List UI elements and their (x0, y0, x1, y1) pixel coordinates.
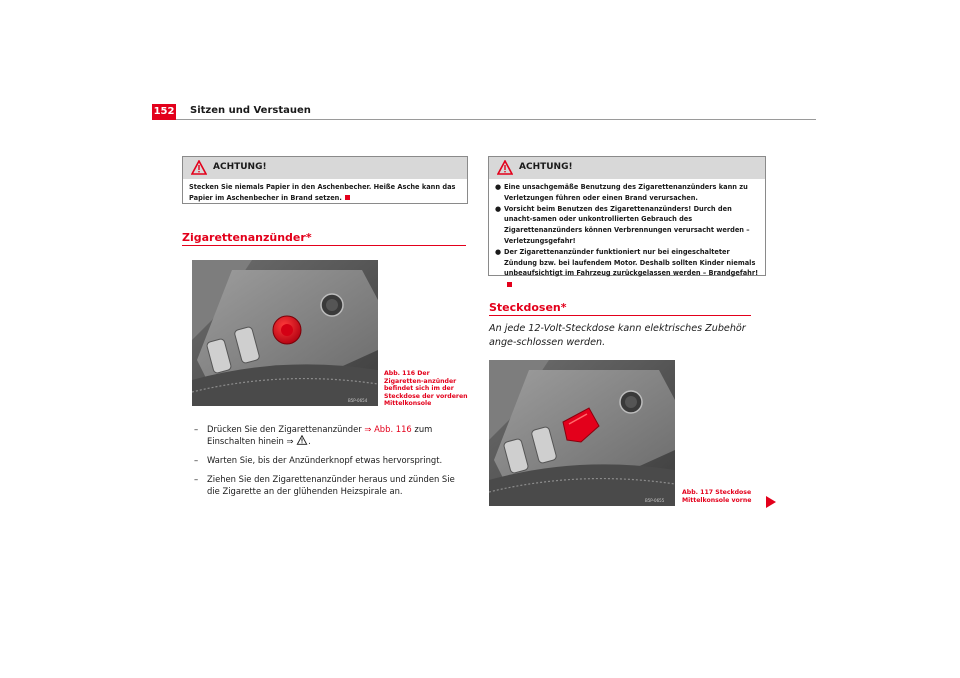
figure-label: Abb. 116 (384, 370, 416, 377)
warning-list-item: ● Eine unsachgemäße Benutzung des Zigarettenanzünders kann zu Verletzungen führen oder einen Brand verursachen. (495, 183, 748, 202)
warning-box-cigarette-lighter (488, 156, 766, 276)
step-item: – Ziehen Sie den Zigarettenanzünder heraus und zünden Sie die Zigarette an der glühenden Heizspirale an. (194, 474, 455, 496)
figure-116-photo (192, 260, 378, 406)
figure-117-caption (682, 489, 762, 504)
warning-text: Stecken Sie niemals Papier in den Aschenbecher. Heiße Asche kann das Papier im Aschenbecher in Brand setzen. (189, 183, 456, 202)
running-header: Sitzen und Verstauen (190, 105, 311, 116)
page-number: 152 (152, 104, 176, 120)
next-page-arrow-icon[interactable] (766, 496, 776, 508)
warning-title: ACHTUNG! (213, 162, 267, 172)
step-item: – Warten Sie, bis der Anzünderknopf etwas hervorspringt. (194, 455, 443, 465)
section-intro: An jede 12-Volt-Steckdose kann elektrisches Zubehör ange-schlossen werden. (489, 323, 746, 348)
instruction-steps (194, 423, 468, 504)
warning-header (183, 157, 467, 179)
section-rule (182, 245, 466, 246)
warning-list (489, 179, 765, 294)
warning-triangle-icon (191, 160, 207, 175)
warning-title: ACHTUNG! (519, 162, 573, 172)
header-rule (176, 119, 816, 120)
figure-reference-link[interactable]: Abb. 116 (374, 424, 412, 434)
warning-triangle-icon (497, 160, 513, 175)
end-marker-icon (507, 282, 512, 287)
socket-photo-image (489, 360, 675, 506)
figure-117-photo (489, 360, 675, 506)
section-rule (489, 315, 751, 316)
figure-caption-text: Steckdose Mittelkonsole vorne (682, 489, 752, 504)
warning-list-item: ● Der Zigarettenanzünder funktioniert nur bei eingeschalteter Zündung bzw. bei laufendem Motor. Deshalb sollten Kinder niemals unbeaufsichtigt im Fahrzeug zurückgelassen werden – Brandgefahr! (495, 247, 759, 290)
warning-list-item: ● Vorsicht beim Benutzen des Zigarettenanzünders! Durch den unacht-samen oder unkontrollierten Gebrauch des Zigarettenanzünders können Verbrennungen verursacht werden – Verletzungsgefahr! (495, 204, 750, 245)
step-item: – Drücken Sie den Zigarettenanzünder ⇒ Abb. 116 zum Einschalten hinein ⇒ . (194, 424, 433, 446)
end-marker-icon (345, 195, 350, 200)
figure-code: B5P-0655 (645, 498, 665, 503)
figure-caption-text: Der Zigaretten-anzünder befindet sich im der Steckdose der vorderen Mittelkonsole (384, 370, 468, 408)
figure-code: B5P-0654 (348, 398, 368, 403)
section-title-power-sockets: Steckdosen* (489, 301, 567, 314)
warning-header (489, 157, 765, 179)
warning-box-ashtray (182, 156, 468, 204)
warning-triangle-icon[interactable] (296, 435, 308, 445)
section-title-cigarette-lighter: Zigarettenanzünder* (182, 231, 312, 244)
figure-116-caption (384, 370, 468, 408)
figure-label: Abb. 117 (682, 489, 714, 496)
console-photo-image (192, 260, 378, 406)
